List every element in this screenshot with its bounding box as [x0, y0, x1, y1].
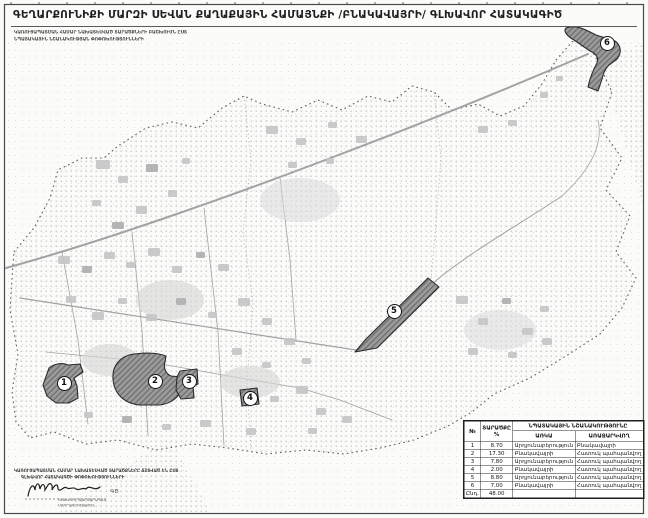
table-row: [464, 442, 644, 450]
col-header-area: ՏԱՐԱԾՔԸ %: [481, 421, 513, 442]
cell-existing: Բնակավայրի: [513, 466, 575, 474]
cell-existing: Արդյունաբերություն: [514, 474, 574, 481]
cell-proposed: Հատուկ պահպանվող: [575, 474, 644, 482]
cell-no: 6: [464, 482, 481, 490]
stamp-caption-line-1: ԳԼԽԱՎՈՐ ՃԱՐՏԱՐԱՊԵՏ: [58, 497, 107, 502]
page-title: ԳԵՂԱՐՔՈՒՆԻՔԻ ՄԱՐԶԻ ՍԵՎԱՆ ՔԱՂԱՔԱՅԻՆ ՀԱՄԱՅՆՔԻ /ԲՆԱԿԱՎԱՅՐԻ/ ԳԼԽԱՎՈՐ ՀԱՏԱԿԱԳԻԾ: [13, 9, 563, 21]
signature: [22, 478, 142, 508]
table-total-row: [464, 490, 644, 498]
title-divider: [11, 26, 637, 27]
cell-empty: [575, 490, 644, 498]
subtitle-line-2: ՆՊԱՏԱԿԱՅԻՆ ՆՇԱՆԱԿՈՒԹՅԱՆ ՓՈՓՈԽՈՒԹՅՈՒՆՆԵՐԻ: [14, 37, 144, 43]
cell-no: 3: [464, 458, 481, 466]
stamp-note-line-1: ԿԱՌՈՒՑԱՊԱՏՄԱՆ ՀԱՄԱՐ ՆԱԽԱՏԵՍՎԱԾ ՏԱՐԱԾՔՆԵՐԸ ՃՇՏՎԱԾ ԵՆ ԸՍՏ: [14, 468, 179, 474]
stamp-caption-line-2: ՍՏՈՐԱԳՐՈՒԹՅՈՒՆ: [58, 503, 96, 508]
zone-marker-4: [243, 391, 258, 406]
signature-stroke: [28, 484, 100, 496]
table-row: [464, 466, 644, 474]
zone-marker-6: [600, 36, 615, 51]
table-row: [464, 458, 644, 466]
legend-table: [463, 420, 644, 499]
cell-area: 7.00: [481, 482, 513, 490]
cell-no: 4: [464, 466, 481, 474]
cell-no: 1: [464, 442, 481, 450]
col-header-no: №: [464, 421, 481, 442]
signature-mark: ԳԾ: [110, 489, 119, 495]
zone-marker-5: [387, 304, 402, 319]
stamp-note-line-2: ԳԼԽԱՎՈՐ ՀԱՏԱԿԱԳԾԻ ՓՈՓՈԽՈՒԹՅՈՒՆՆԵՐԻ: [21, 475, 125, 481]
table-row: [464, 474, 644, 482]
table-row: [464, 450, 644, 458]
col-header-existing: ԱՌԿԱ: [513, 431, 575, 442]
zone-marker-1: [57, 376, 72, 391]
cell-no: 2: [464, 450, 481, 458]
cell-area: 8.80: [481, 474, 513, 482]
cell-area: 17.30: [481, 450, 513, 458]
col-header-purpose: ՆՊԱՏԱԿԱՅԻՆ ՆՇԱՆԱԿՈՒԹՅՈՒՆԸ: [513, 421, 644, 431]
cell-proposed: Հատուկ պահպանվող: [575, 466, 644, 474]
col-header-proposed: ԱՌԱՋԱՐԿՎՈՂ: [575, 431, 644, 442]
cell-proposed: Հատուկ պահպանվող: [575, 482, 644, 490]
zone-marker-label: 4: [247, 393, 253, 403]
legend-table-container: [463, 420, 644, 499]
subtitle-block: [14, 29, 364, 43]
zone-marker-label: 5: [391, 306, 397, 316]
cell-total-label: Ընդ.: [464, 490, 481, 498]
zone-marker-label: 3: [186, 376, 192, 386]
cell-existing: Բնակավայրի: [513, 450, 575, 458]
cell-proposed: Հատուկ պահպանվող: [575, 458, 644, 466]
zone-marker-3: [182, 374, 197, 389]
cell-existing: Արդյունաբերություն: [514, 442, 574, 449]
zone-marker-label: 1: [61, 378, 67, 388]
zone-marker-label: 6: [604, 38, 610, 48]
cell-existing: Բնակավայրի: [513, 482, 575, 490]
cell-existing: Արդյունաբերություն: [514, 458, 574, 465]
subtitle-line-1: ԿԱՌՈՒՑԱՊԱՏՄԱՆ ՀԱՄԱՐ ՆԱԽԱՏԵՍՎԱԾ ՏԱՐԱԾՔՆԵՐԻ ԲԱՇԽՈՒՄՆ ԸՍՏ: [14, 30, 188, 35]
cell-proposed: Հատուկ պահպանվող: [575, 450, 644, 458]
cell-no: 5: [464, 474, 481, 482]
cell-total-area: 48.00: [481, 490, 513, 498]
cell-area: 8.70: [481, 442, 513, 450]
cell-area: 2.00: [481, 466, 513, 474]
cell-empty: [513, 490, 575, 498]
table-row: [464, 482, 644, 490]
cell-proposed: Բնակավայրի: [575, 442, 644, 450]
zone-marker-2: [148, 374, 163, 389]
zone-marker-label: 2: [152, 376, 158, 386]
cell-area: 7.80: [481, 458, 513, 466]
